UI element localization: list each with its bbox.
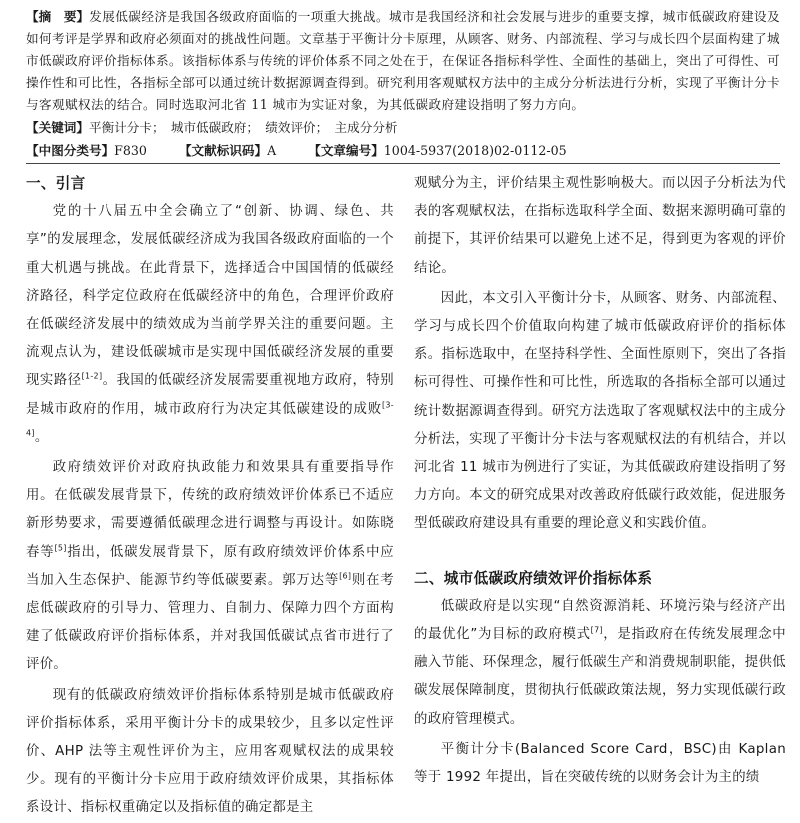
keywords-label: 【关键词】 <box>26 120 89 135</box>
keywords <box>26 117 398 136</box>
paragraph-intro-3: 现有的低碳政府绩效评价指标体系特别是城市低碳政府评价指标体系，采用平衡计分卡的成果较少，且多以定性评价、AHP 法等主观性评价为主，应用客观赋权法的成果较少。现有的平衡计分卡应用于政府绩效评价成果，其指标体系设计、指标权重确定以及指标值的确定都是主 <box>26 687 394 816</box>
classification-row <box>26 140 595 159</box>
citation: [7] <box>590 625 603 635</box>
section-heading-indicator-system: 二、城市低碳政府绩效评价指标体系 <box>414 569 653 587</box>
doc-code-label: 【文献标识码】 <box>178 143 268 158</box>
header-divider <box>26 163 780 164</box>
doc-code-value: A <box>267 143 277 158</box>
paragraph-intro-2: 政府绩效评价对政府执政能力和效果具有重要指导作用。在低碳发展背景下，传统的政府绩效评价体系已不适应新形势要求，需要遵循低碳理念进行调整与再设计。如陈晓春等[5]指出，低碳发展背景下，原有政府绩效评价体系中应当加入生态保护、能源节约等低碳要素。郭万达等[6]则在考虑低碳政府的引导力、管理力、自制力、保障力四个方面构建了低碳政府评价指标体系，并对我国低碳试点省市进行了评价。 <box>26 460 394 673</box>
keywords-text: 平衡计分卡； 城市低碳政府； 绩效评价； 主成分分析 <box>88 120 398 135</box>
article-number-label: 【文章编号】 <box>308 143 384 158</box>
citation: [3-4] <box>26 400 394 438</box>
paragraph-bsc: 平衡计分卡(Balanced Score Card，BSC)由 Kaplan 等于 1992 年提出，旨在突破传统的以财务会计为主的绩 <box>414 741 786 786</box>
left-column <box>26 170 394 823</box>
citation: [6] <box>339 571 352 581</box>
paragraph-intro-4: 因此，本文引入平衡计分卡，从顾客、财务、内部流程、学习与成长四个价值取向构建了城市低碳政府评价的指标体系。指标选取中，在坚持科学性、全面性原则下，突出了各指标可得性、可操作性和可比性，所选取的各指标全部可以通过统计数据源调查得到。研究方法选取了客观赋权法中的主成分分析法，实现了平衡计分卡法与客观赋权法的有机结合，并以河北省 11 城市为例进行了实证，为其低碳政府建设指明了努力方向。本文的研究成果对改善政府低碳行政效能，促进服务型低碳政府建设具有重要的理论意义和实践价值。 <box>414 290 786 532</box>
paragraph-low-carbon-government: 低碳政府是以实现“自然资源消耗、环境污染与经济产出的最优化”为目标的政府模式[7]，是指政府在传统发展理念中融入节能、环保理念，履行低碳生产和消费规制职能，提供低碳发展保障制度，贯彻执行低碳政策法规，努力实现低碳行政的政府管理模式。 <box>414 598 786 727</box>
citation: [5] <box>54 543 67 553</box>
clc-value: F830 <box>114 143 147 158</box>
abstract-label: 【摘 要】 <box>26 9 90 24</box>
abstract <box>26 6 780 116</box>
section-heading-introduction: 一、引言 <box>26 175 86 192</box>
abstract-text: 发展低碳经济是我国各级政府面临的一项重大挑战。城市是我国经济和社会发展与进步的重要支撑，城市低碳政府建设及如何考评是学界和政府必须面对的挑战性问题。文章基于平衡计分卡原理，从顾客、财务、内部流程、学习与成长四个层面构建了城市低碳政府评价指标体系。该指标体系与传统的评价体系不同之处在于，在保证各指标科学性、全面性的基础上，突出了可得性、可操作性和可比性，各指标全部可以通过统计数据源调查得到。研究利用客观赋权方法中的主成分分析法进行分析，实现了平衡计分卡与客观赋权法的结合。同时选取河北省 11 城市为实证对象，为其低碳政府建设指明了努力方向。 <box>26 9 781 112</box>
article-number-value: 1004-5937(2018)02-0112-05 <box>383 143 567 158</box>
right-column <box>414 170 786 792</box>
paragraph-continued: 观赋分为主，评价结果主观性影响极大。而以因子分析法为代表的客观赋权法，在指标选取科学全面、数据来源明确可靠的前提下，其评价结果可以避免上述不足，得到更为客观的评价结论。 <box>414 176 786 276</box>
clc-label: 【中图分类号】 <box>26 143 115 158</box>
paragraph-intro-1: 党的十八届五中全会确立了“创新、协调、绿色、共享”的发展理念，发展低碳经济成为我国各级政府面临的一个重大机遇与挑战。在此背景下，选择适合中国国情的低碳经济路径，科学定位政府在低碳经济中的角色，合理评价政府在低碳经济发展中的绩效成为当前学界关注的重要问题。主流观点认为，建设低碳城市是实现中国低碳经济发展的重要现实路径[1-2]。我国的低碳经济发展需要重视地方政府，特别是城市政府的作用，城市政府行为决定其低碳建设的成败[3-4]。 <box>26 204 394 445</box>
citation: [1-2] <box>81 371 103 381</box>
